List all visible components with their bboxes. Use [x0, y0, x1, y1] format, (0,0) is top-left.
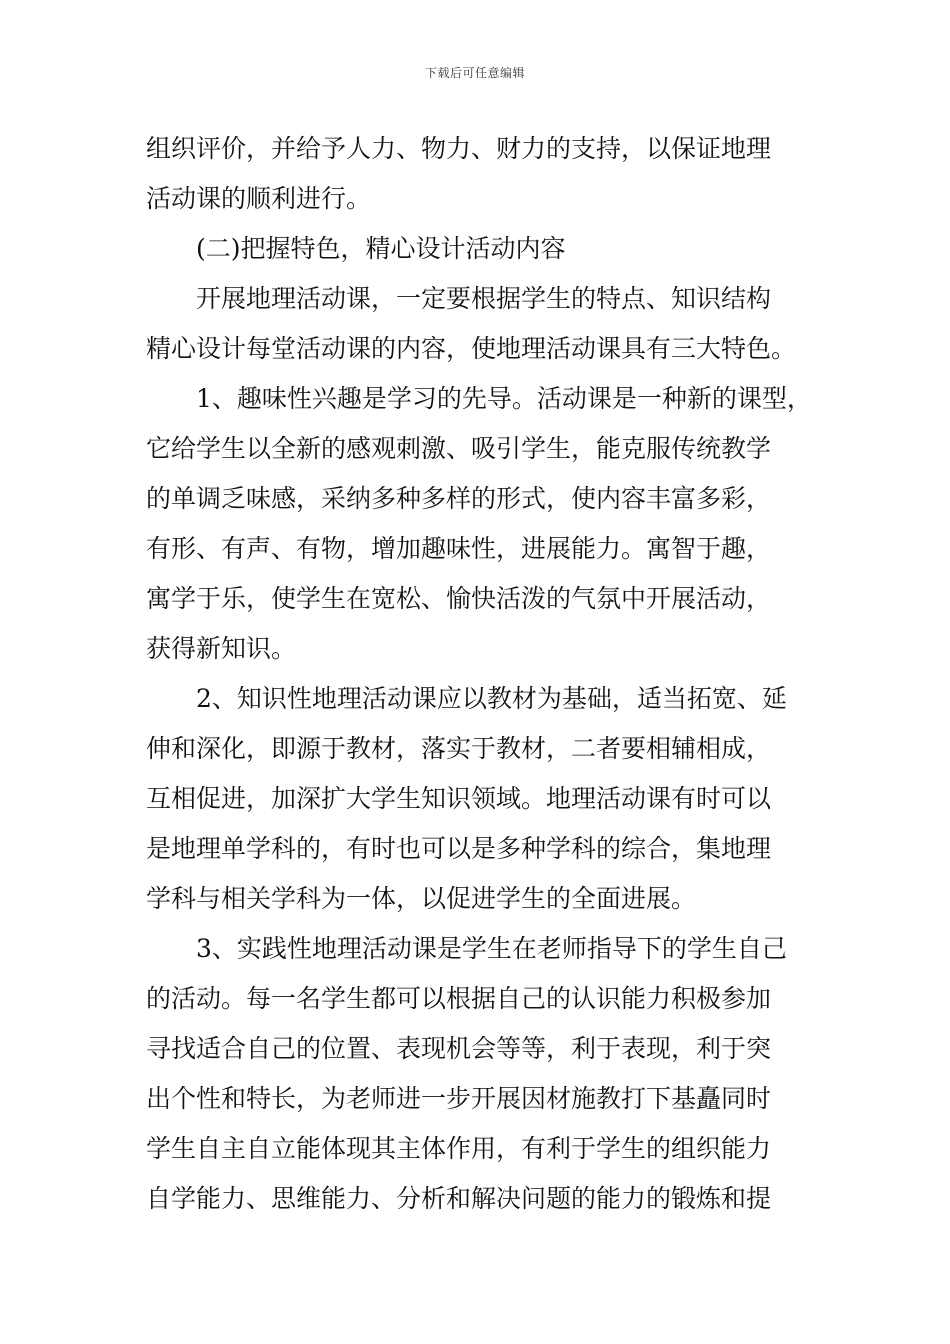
text-line: 互相促进，加深扩大学生知识领域。地理活动课有时可以	[146, 784, 772, 813]
text-line: 自学能力、思维能力、分析和解决问题的能力的锻炼和提	[146, 1184, 772, 1213]
text-line: 1、趣味性兴趣是学习的先导。活动课是一种新的课型，	[196, 384, 812, 413]
text-line: 获得新知识。	[146, 634, 297, 663]
text-line: 组织评价，并给予人力、物力、财力的支持，以保证地理	[146, 134, 772, 163]
section-heading: (二)把握特色，精心设计活动内容	[196, 234, 566, 263]
document-body	[146, 124, 816, 1224]
text-line: 是地理单学科的，有时也可以是多种学科的综合，集地理	[146, 834, 772, 863]
text-line: 寓学于乐，使学生在宽松、愉快活泼的气氛中开展活动，	[146, 584, 772, 613]
text-line: 的活动。每一名学生都可以根据自己的认识能力积极参加	[146, 984, 772, 1013]
text-line: 精心设计每堂活动课的内容，使地理活动课具有三大特色。	[146, 334, 797, 363]
text-line: 出个性和特长，为老师进一步开展因材施教打下基矗同时	[146, 1084, 772, 1113]
text-line: 的单调乏味感，采纳多种多样的形式，使内容丰富多彩，	[146, 484, 772, 513]
text-line: 伸和深化，即源于教材，落实于教材，二者要相辅相成，	[146, 734, 772, 763]
text-line: 有形、有声、有物，增加趣味性，进展能力。寓智于趣，	[146, 534, 772, 563]
page-header: 下载后可任意编辑	[424, 66, 525, 80]
text-line: 它给学生以全新的感观刺激、吸引学生，能克服传统教学	[146, 434, 772, 463]
text-line: 学生自主自立能体现其主体作用，有利于学生的组织能力	[146, 1134, 772, 1163]
text-line: 开展地理活动课，一定要根据学生的特点、知识结构	[196, 284, 772, 313]
text-line: 3、实践性地理活动课是学生在老师指导下的学生自己	[196, 934, 787, 963]
text-line: 寻找适合自己的位置、表现机会等等，利于表现，利于突	[146, 1034, 772, 1063]
text-line: 2、知识性地理活动课应以教材为基础，适当拓宽、延	[196, 684, 787, 713]
text-line: 活动课的顺利进行。	[146, 184, 372, 213]
text-line: 学科与相关学科为一体，以促进学生的全面进展。	[146, 884, 697, 913]
